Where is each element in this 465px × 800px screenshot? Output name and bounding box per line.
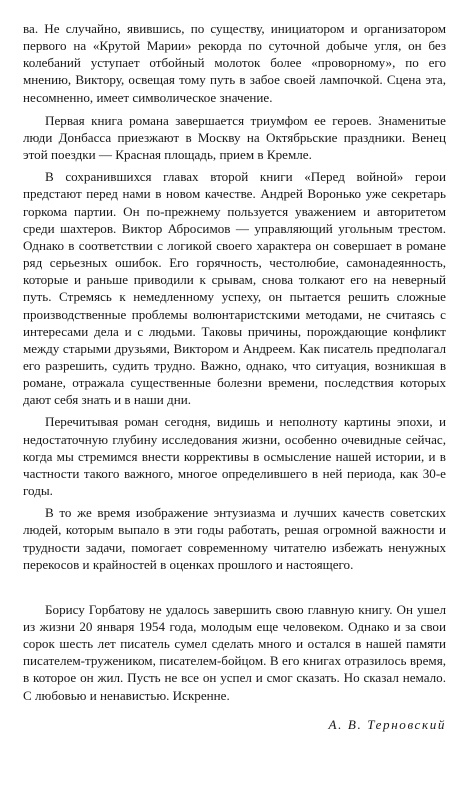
paragraph-rereading: Перечитывая роман сегодня, видишь и неполноту картины эпохи, и недостаточную глубину исследования жизни, особенно очевидные сейчас, когда мы стремимся внести коррективы в осмысление нашей истории, и в частности такого важного, многое определившего в ней периода, как 30-е годы. <box>23 414 446 499</box>
paragraph-second-book: В сохранившихся главах второй книги «Перед войной» герои предстают перед нами в новом качестве. Андрей Воронько уже секретарь горкома партии. Он по-прежнему пользуется уважением и авторитетом среди шахтеров. Виктор Абросимов — управляющий угольным трестом. Однако в соответствии с логикой своего характера он совершает в романе ряд серьезных ошибок. Его горячность, честолюбие, самонадеянность, которые и раньше приводили к срывам, снова толкают его на неверный путь. Стремясь к немедленному успеху, он пытается решить сложные производственные проблемы волюнтаристскими методами, не считаясь с интересами дела и с людьми. Таковы причины, порождающие конфликт между старыми друзьями, Виктором и Андреем. Как писатель предполагал его разрешить, судить трудно. Важно, однако, что ситуация, возникшая в романе, отражала существенные болезни времени, последствия которых дают себя знать и в наши дни. <box>23 169 446 408</box>
author-signature: А. В. Терновский <box>328 716 446 732</box>
paragraph-first-book: Первая книга романа завершается триумфом ее героев. Знаменитые люди Донбасса приезжают в Москву на Октябрьские праздники. Венец этой поездки — Красная площадь, прием в Кремле. <box>23 112 446 163</box>
paragraph-enthusiasm: В то же время изображение энтузиазма и лучших качеств советских людей, которым выпало в эти годы работать, решая огромной важности и трудности задачи, помогает современному читателю избежать ненужных перекосов и крайностей в оценках прошлого и настоящего. <box>23 505 446 572</box>
paragraph-continuation: ва. Не случайно, явившись, по существу, инициатором и организатором первого на «Крутой Марии» рекорда по суточной добыче угля, он без колебаний уступает отбойный молоток более «проворному», по его мнению, Виктору, освещая тому путь в забое своей лампочкой. Сцена эта, несомненно, имеет символическое значение. <box>23 21 446 105</box>
document-page <box>23 20 446 733</box>
paragraph-conclusion: Борису Горбатову не удалось завершить свою главную книгу. Он ушел из жизни 20 января 1954 года, молодым еще человеком. Однако и за свои сорок шесть лет писатель сумел сделать много и остался в нашей памяти писателем-тружеником, писателем-бойцом. В его книгах отразилось время, в которое он жил. Пусть не все он успел и смог сказать. Но сказал немало. С любовью и ненавистью. Искренне. <box>23 601 446 703</box>
